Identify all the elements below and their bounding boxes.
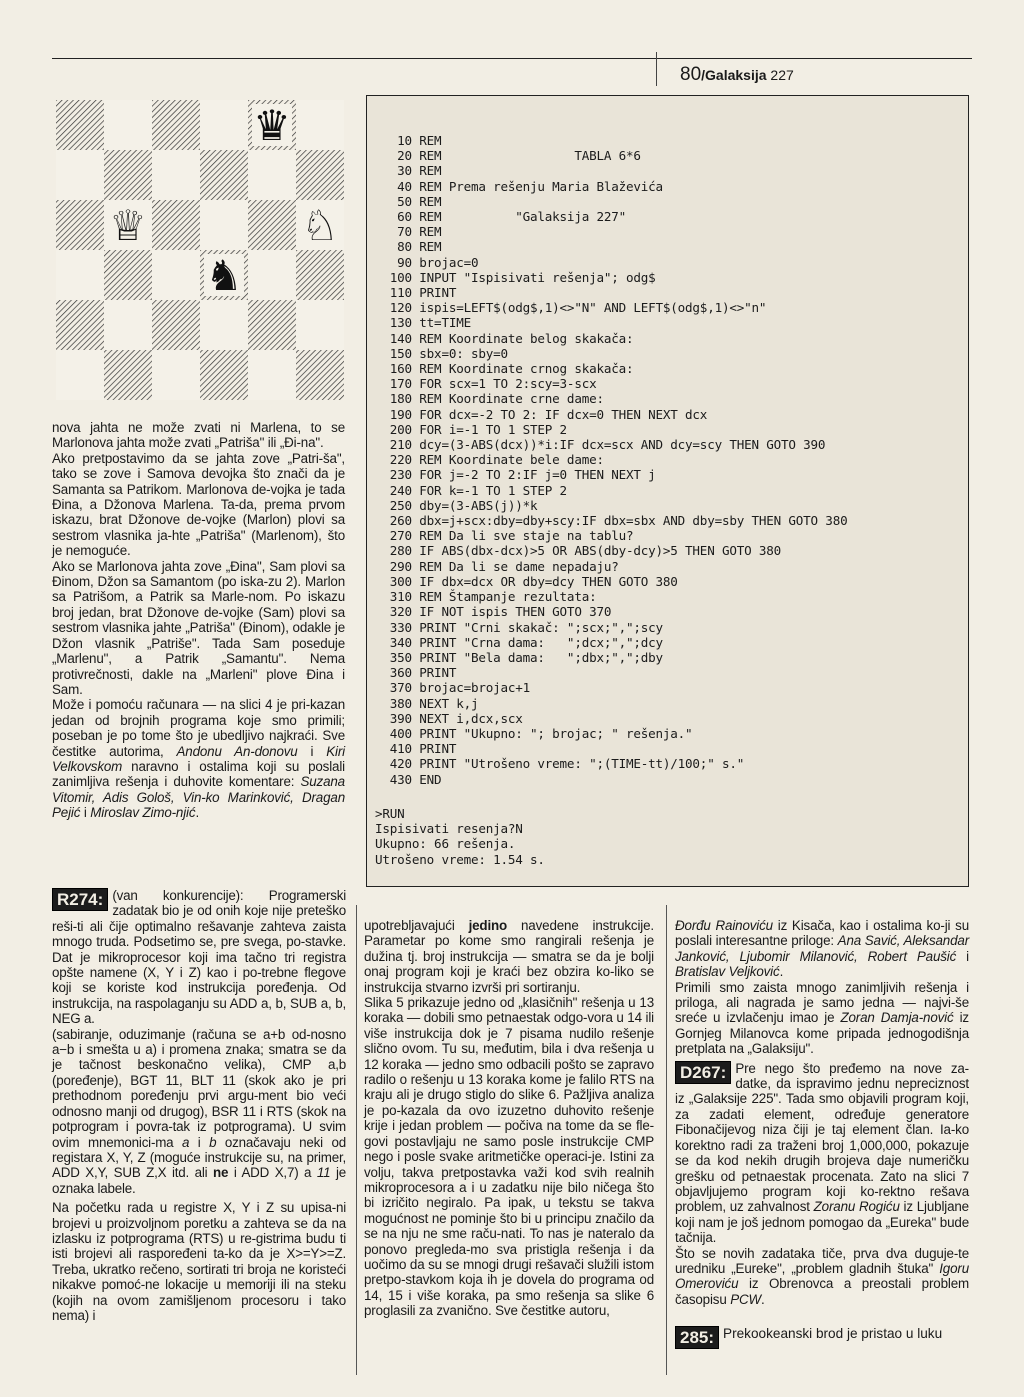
text-run: (van konkurencije): Programerski zadatak bio je od onih koje nije preteško reši-ti ali čije optimalno rešavanje zahteva zaista mnogo truda. Podsetimo se, pre svega, po-stavke. Dat je mikroprocesor koji ima tačno tri registra opšte namene (X, Y i Z) kao i po-trebne flegove koji se koriste kod instrukcija poređenja. Od instrukcija, na raspolaganju su ADD a, b, SUB a, b, NEG a.	[52, 888, 346, 1027]
text-run: b	[209, 1134, 217, 1150]
text-run: i	[80, 805, 91, 821]
header-rule	[52, 58, 972, 59]
paragraph	[675, 1061, 969, 1246]
page-number: 80	[680, 64, 702, 85]
board-square	[200, 200, 248, 250]
problem-badge-r274: R274:	[52, 888, 108, 911]
board-square	[200, 150, 248, 200]
text-run: .	[195, 805, 200, 821]
paragraph	[52, 1027, 346, 1196]
text-run: naravno i ostalima koji su poslali zanimljiva rešenja i duhovite komentare:	[52, 758, 345, 790]
contributor-name: Igoru Omeroviću	[675, 1260, 969, 1292]
paragraph	[675, 918, 969, 980]
board-square	[56, 200, 104, 250]
board-square	[152, 200, 200, 250]
board-square	[200, 300, 248, 350]
text-run: je oznaka labele.	[52, 1165, 346, 1196]
magazine-name: /Galaksija	[701, 67, 767, 83]
article-column-3	[675, 918, 969, 1307]
article-column-1-bottom	[52, 888, 346, 1323]
author-name: Đorđu Rainoviću	[675, 918, 773, 933]
board-square	[296, 300, 344, 350]
text-run: označavaju neki od registara X, Y, Z (mogućе instrukcije su, na primer, ADD X,Y, SUB Z,X itd. ali	[52, 1134, 346, 1181]
text-run: .	[761, 1291, 765, 1307]
board-square	[104, 300, 152, 350]
board-square	[104, 350, 152, 400]
paragraph: Slika 5 prikazuje jedno od „klasičnih" rešenja u 13 koraka — dobili smo petnaestak odgo-vora u 14 ili više instrukcija dok je 7 pisama nudilo rešenje slično ovom. Tu su, međutim, bila i dva rešenja u 12 koraka — jedno smo odbacili pošto se zapravo radilo o rešenju u 13 koraka kome je falilo RTS na kraju ali je drugo stiglo do slike 6. Pažljiva analiza je po-kazala da ovo izuzetno duhovito rešenje krije i jedan problem — počiva na tome da se fle-govi postavljaju ne samo posle instrukcije CMP nego i posle svake aritmetičke operaci-je. Istini za volju, takva pretpostavka važi kod svih realnih mikroprocesora a i u zadatku nije bilo ničega što bi izričito negiralo. Pa ipak, u tekstu se takva mogućnost ne pominje što bi u principu značilo da se na nju ne sme raču-nati. To nas je nateralo da ponovo pregleda-mo sva pristigla rešenja i da uočimo da su se mnogi drugi rešavači služili istom pretpo-stavkom koja ih je dovela do programa od 14, 15 i više koraka, pa smo rešenja sa slike 6 proglasili za zvanično. Sve čestitke autoru,	[364, 995, 654, 1319]
paragraph	[675, 1246, 969, 1308]
text-run: i	[189, 1134, 210, 1150]
contributor-names: Suzana Vitomir, Adis Gološ, Vin-ko Marinković, Dragan Pejić	[52, 774, 345, 821]
problem-285	[675, 1326, 975, 1349]
text-run: a	[181, 1134, 190, 1150]
magazine-reference: PCW	[730, 1291, 762, 1307]
article-column-2	[364, 918, 654, 1319]
board-square	[152, 100, 200, 150]
chess-board	[56, 100, 344, 400]
board-square	[248, 350, 296, 400]
text-run: (sabiranje, oduzimanje (računa se a+b od-nosno a−b i smešta u a) i promena znaka; smatra se da je tačnost beskonačno velika), CMP a,b (poređenje), BGT 11, BLT 11 (skok ako je pri prethodnom poređenju prvi argu-ment bio veći odnosno manji od drugog), BSR 11 i RTS (skok na potprogram i povra-tak iz potprograma). U svim ovim mnemonici-ma	[52, 1026, 346, 1150]
text-run: i ADD X,7) a	[228, 1165, 317, 1181]
author-name: Kiri Velkovskom	[52, 743, 346, 774]
board-square	[56, 250, 104, 300]
text-run: i	[956, 948, 969, 964]
black-queen-icon: ♛	[253, 101, 291, 150]
text-run: Što se novih zadataka tiče, prva dva duguje-te uredniku „Eureke", „problem gladnih štuka"	[675, 1245, 969, 1276]
page-header	[680, 64, 794, 86]
board-square	[248, 300, 296, 350]
board-square	[248, 150, 296, 200]
board-square	[56, 350, 104, 400]
text-run: jedino	[468, 918, 508, 933]
board-square	[152, 350, 200, 400]
text-run: iz Kisača, kao i ostalima ko-ji su poslali interesantne priloge:	[675, 918, 969, 949]
article-column-1-top	[52, 420, 345, 821]
program-listing-box	[366, 95, 969, 887]
text-run: ne	[213, 1165, 229, 1181]
board-square	[104, 100, 152, 150]
problem-badge-d267: D267:	[675, 1061, 731, 1084]
board-square	[56, 300, 104, 350]
text-run: iz Gornjeg Milanovca kome pripada jednogodišnja pretplata na „Galaksiju".	[675, 1010, 969, 1057]
text-run: navedene instrukcije. Parametar po kome smo rangirali rešenja je dužina tj. broj instrukcija — smatra se da je bolji onaj program koji je kraći bez obzira ko-liko se instrukcija stvarno izvrši pri sortiranju.	[364, 918, 654, 995]
paragraph	[52, 697, 345, 820]
text-run: i	[297, 743, 327, 759]
header-divider	[656, 52, 657, 86]
text-run: Primili smo zaista mnogo zanimljivih rešenja i priloga, ali nagrada je samo jedna — najvi-še sreće u izvlačenju imao je	[675, 979, 969, 1026]
chess-board-svg	[56, 100, 344, 400]
board-square	[200, 100, 248, 150]
paragraph	[364, 918, 654, 995]
board-square	[296, 150, 344, 200]
program-run-output: >RUN Ispisivati resenja?N Ukupno: 66 rešenja. Utrošeno vreme: 1.54 s.	[375, 806, 545, 867]
board-square	[104, 150, 152, 200]
black-knight-icon: ♞	[205, 251, 243, 300]
paragraph: Ako pretpostavimo da se jahta zove „Patri-ša", tako se zove i Samova devojka što znači da je Samanta sa Patrikom. Marlonova de-vojka je tada Đina, a Džonova Marlena. Ta-da, prema prvom iskazu, brat Džonove de-vojke (Marlon) plovi sa sestrom vlasnika ja-hte „Patriša" (Marlenom), što je nemoguće.	[52, 450, 345, 559]
board-square	[104, 250, 152, 300]
white-knight-icon: ♘	[301, 201, 339, 250]
column-divider	[356, 905, 357, 1375]
board-square	[248, 200, 296, 250]
winner-name: Zoran Damja-nović	[840, 1010, 954, 1026]
board-square	[56, 150, 104, 200]
board-square	[248, 250, 296, 300]
board-square	[200, 350, 248, 400]
text-run: Prekookeanski brod je pristao u luku	[723, 1326, 943, 1341]
paragraph: Ako se Marlonova jahta zove „Đina", Sam plovi sa Đinom, Džon sa Samantom (po iska-zu 2). Marlon sa Patrišom, a Patrik sa Marle-nom. Po iskazu broj jedan, brat Džonove de-vojke (Sam) plovi sa sestrom vlasnika jahte „Patriša" (Đinom), odakle je Džon vlasnik „Patriše". Tada Sam poseduje „Marlenu", a Patrik „Samantu". Nema protivrečnosti, dakle na „Marleni" plove Đina i Sam.	[52, 558, 345, 697]
basic-program-listing: 10 REM 20 REM TABLA 6*6 30 REM 40 REM Prema rešenju Maria Blaževića 50 REM 60 REM "Galaksija 227" 70 REM 80 REM 90 brojac=0 100 INPUT "Ispisivati rešenja"; odg$ 110 PRINT 120 ispis=LEFT$(odg$,1)<>"N" AND LEFT$(odg$,1)<>"n" 130 tt=TIME 140 REM Koordinate belog skakača: 150 sbx=0: sby=0 160 REM Koordinate crnog skakača: 170 FOR scx=1 TO 2:scy=3-scx 180 REM Koordinate crne dame: 190 FOR dcx=-2 TO 2: IF dcx=0 THEN NEXT dcx 200 FOR i=-1 TO 1 STEP 2 210 dcy=(3-ABS(dcx))*i:IF dcx=scx AND dcy=scy THEN GOTO 390 220 REM Koordinate bele dame: 230 FOR j=-2 TO 2:IF j=0 THEN NEXT j 240 FOR k=-1 TO 1 STEP 2 250 dby=(3-ABS(j))*k 260 dbx=j+scx:dby=dby+scy:IF dbx=sbx AND dby=sby THEN GOTO 380 270 REM Da li sve staje na tablu? 280 IF ABS(dbx-dcx)>5 OR ABS(dby-dcy)>5 THEN GOTO 380 290 REM Da li se dame nepadaju? 300 IF dbx=dcx OR dby=dcy THEN GOTO 380 310 REM Štampanje rezultata: 320 IF NOT ispis THEN GOTO 370 330 PRINT "Crni skakač: ";scx;",";scy 340 PRINT "Crna dama: ";dcx;",";dcy 350 PRINT "Bela dama: ";dbx;",";dby 360 PRINT 370 brojac=brojac+1 380 NEXT k,j 390 NEXT i,dcx,scx 400 PRINT "Ukupno: "; brojac; " rešenja." 410 PRINT 420 PRINT "Utrošeno vreme: ";(TIME-tt)/100;" s." 430 END	[389, 133, 848, 787]
text-run: iz Obrenovca a preostali problem časopisu	[675, 1276, 969, 1307]
paragraph: Na početku rada u registre X, Y i Z su upisa-ni brojevi u proizvoljnom poretku a zahteva se da na izlasku iz potprograma (RTS) u re-gistrima budu ti isti brojevi ali raspoređeni ta-ko da je X>=Y>=Z. Treba, ukratko rečeno, sortirati tri broja ne koristeći nikakve pomoć-ne lokacije u memoriji ili na steku (kojih na ovom zamišljenom procesoru i tako nema) i	[52, 1200, 346, 1323]
board-square	[296, 250, 344, 300]
text-run: Pre nego što pređemo na nove za-datke, da ispravimo jednu nepreciznost iz „Galaksije 225". Tada smo objavili program koji, za zadati element, određuje generatore Fibonačijevog niza čiji je taj element član. Ia-ko korektno radi za traženi broj 1,000,000, pokazuje se da kod nekih drugih brojeva daje numeričku grešku od petnaestak procenata. Zato na slici 7 objavljujemo program koji ko-rektno rešava problem, uz zahvalnost	[675, 1060, 969, 1215]
board-square	[56, 100, 104, 150]
issue-number: 227	[766, 67, 794, 83]
text-run: iz Ljubljane koji nam je još jednom pomogao da „Eureka" bude tačnija.	[675, 1199, 969, 1246]
text-run: Može i pomoću računara — na slici 4 je pri-kazan jedan od brojnih programa koje smo primili; poseban je po tome što je ubedljivo najkraći. Sve čestitke autorima,	[52, 697, 345, 759]
paragraph: nova jahta ne može zvati ni Marlena, to se Marlonova jahta može zvati „Patriša" ili „Đi-na".	[52, 420, 345, 451]
text-run: .	[779, 964, 784, 980]
problem-badge-285: 285:	[675, 1326, 719, 1349]
board-square	[296, 350, 344, 400]
white-queen-icon: ♕	[109, 201, 147, 250]
contributor-name: Zoranu Rogiću	[813, 1199, 900, 1215]
contributor-name: Bratislav Veljković	[675, 964, 780, 980]
column-divider	[666, 905, 667, 1375]
board-square	[152, 250, 200, 300]
board-square	[152, 150, 200, 200]
contributor-name: Miroslav Zimo-njić	[90, 805, 196, 821]
paragraph	[675, 980, 969, 1057]
paragraph	[52, 888, 346, 1027]
contributor-names: Ana Savić, Aleksandar Janković, Ljubomir Milanović, Robert Paušić	[675, 933, 970, 964]
text-run: 11	[316, 1165, 331, 1181]
text-run: upotrebljavajući	[364, 918, 469, 933]
author-name: Andonu An-donovu	[176, 743, 298, 759]
board-square	[152, 300, 200, 350]
board-square	[296, 100, 344, 150]
